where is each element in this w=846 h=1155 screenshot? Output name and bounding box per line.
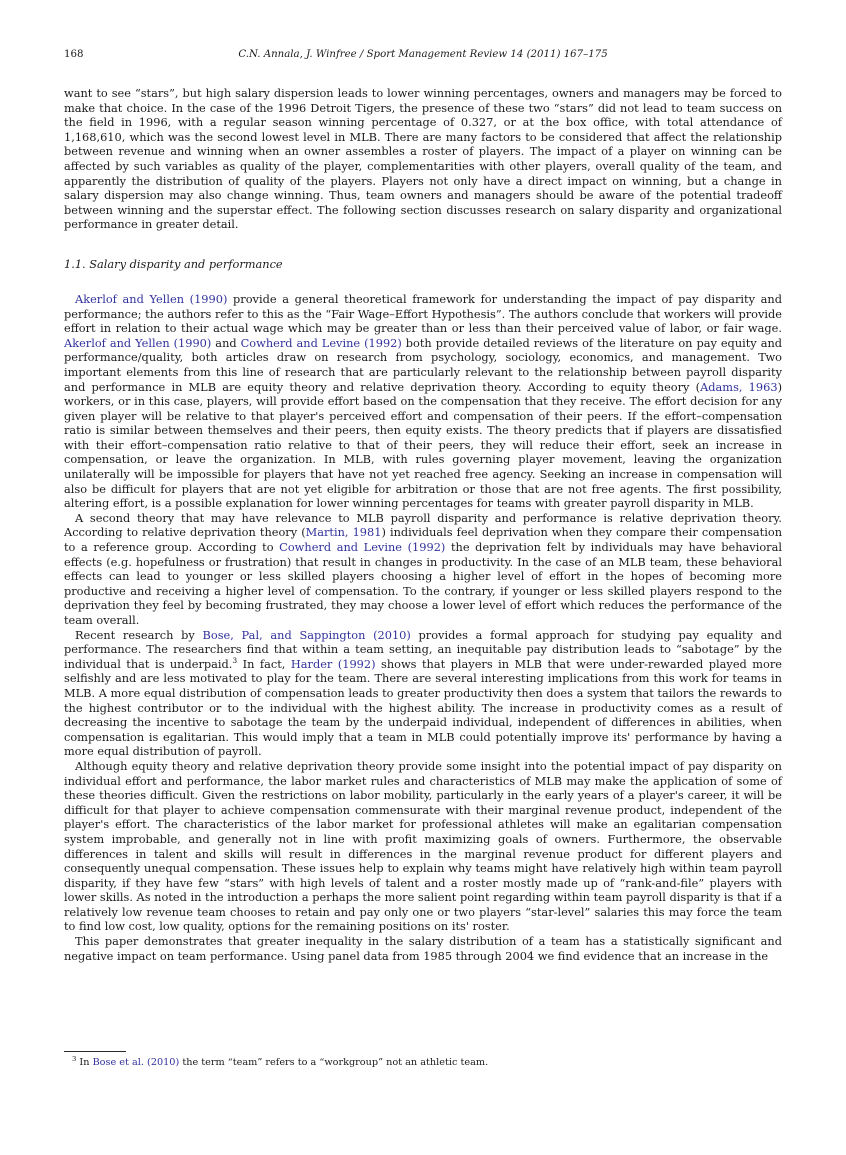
text-run: and [211,335,241,350]
citation-link[interactable]: Akerlof and Yellen (1990) [75,291,228,306]
paragraph [64,292,782,511]
footnote-area [64,1051,782,1070]
footnote-marker[interactable]: 3 [232,656,238,665]
paragraph [64,628,782,759]
page-header [64,49,782,63]
text-run: Recent research by [75,627,203,642]
text-run: Although equity theory and relative deprivation theory provide some insight into the potential impact of pay disparity on individual effort and performance, the labor market rules and characteristics of MLB may make the application of some of these theories difficult. Given the restrictions on labor mobility, particularly in the early years of a player's career, it will be difficult for that player to achieve compensation commensurate with their marginal revenue product, independent of the player's effort. The characteristics of the labor market for professional athletes will make an egalitarian compensation system improbable, and generally not in line with profit maximizing goals of owners. Furthermore, the observable differences in talent and skills will result in differences in the marginal revenue product for different players and consequently unequal compensation. These issues help to explain why teams might have relatively high within team payroll disparity, if they have few “stars” with high levels of talent and a roster mostly made up of “rank-and-file” players with lower skills. As noted in the introduction a perhaps the more salient point regarding within team payroll disparity is that if a relatively low revenue team chooses to retain and pay only one or two players “star-level” salaries this may force the team to find low cost, low quality, options for the remaining positions on its' roster. [64,758,782,934]
footnote-marker[interactable]: 3 [72,1054,77,1063]
footnote-separator [64,1051,126,1052]
citation-link[interactable]: Cowherd and Levine (1992) [240,335,402,350]
citation-link[interactable]: Bose et al. (2010) [92,1057,180,1068]
paragraph [64,86,782,232]
paragraph [64,511,782,628]
text-run: ) individuals feel deprivation when they compare their compensation to a reference group. According to [64,525,782,555]
text-run: both provide detailed reviews of the literature on pay equity and performance/quality, both articles draw on research from psychology, sociology, economics, and management. Two important elements from this line of research that are particularly relevant to the relationship between payroll disparity and performance in MLB are equity theory and relative deprivation theory. According to equity theory ( [64,335,783,394]
page-number: 168 [64,49,84,60]
citation-link[interactable]: Bose, Pal, and Sappington (2010) [202,627,411,642]
text-run: the deprivation felt by individuals may have behavioral effects (e.g. hopefulness or frustration) that result in changes in productivity. In the case of an MLB team, these behavioral effects can lead to younger or less skilled players choosing a higher level of effort in the hopes of becoming more productive and receiving a higher level of compensation. To the contrary, if younger or less skilled players respond to the deprivation they feel by becoming frustrated, they may choose a lower level of effort which reduces the performance of the team overall. [64,540,782,627]
citation-link[interactable]: Harder (1992) [290,656,376,671]
citation-link[interactable]: Akerlof and Yellen (1990) [64,335,212,350]
text-run: want to see “stars”, but high salary dispersion leads to lower winning percentages, owners and managers may be forced to make that choice. In the case of the 1996 Detroit Tigers, the presence of these two “stars” did not lead to team success on the field in 1996, with a regular season winning percentage of 0.327, or at the box office, with total attendance of 1,168,610, which was the second lowest level in MLB. There are many factors to be considered that affect the relationship between revenue and winning when an owner assembles a roster of players. The impact of a player on winning can be affected by such variables as quality of the player, complementarities with other players, overall quality of the team, and apparently the distribution of quality of the players. Players not only have a direct impact on winning, but a change in salary dispersion may also change winning. Thus, team owners and managers should be aware of the potential tradeoff between winning and the superstar effect. The following section discusses research on salary disparity and organizational performance in greater detail. [64,86,782,232]
text-run: the term “team” refers to a “workgroup” not an athletic team. [179,1057,489,1068]
paragraph [64,759,782,934]
text-run: In [76,1057,93,1068]
running-head: C.N. Annala, J. Winfree / Sport Management Review 14 (2011) 167–175 [238,49,608,60]
text-run: provide a general theoretical framework for understanding the impact of pay disparity and performance; the authors refer to this as the “Fair Wage–Effort Hypothesis”. The authors conclude that workers will provide effort in relation to their actual wage which may be greater than or less than their perceived value of labor, or fair wage. [64,291,782,336]
text-run: A second theory that may have relevance to MLB payroll disparity and performance is relative deprivation theory. According to relative deprivation theory ( [64,510,782,540]
paragraph [64,934,782,963]
footnote-3 [64,1054,782,1070]
section-heading: 1.1. Salary disparity and performance [64,256,283,271]
text-run: ) workers, or in this case, players, will provide effort based on the compensation that they receive. The effort decision for any given player will be relative to that player's perceived effort and compensation of their peers. If the effort–compensation ratio is similar between themselves and their peers, then equity exists. The theory predicts that if players are dissatisfied with their effort–compensation ratio relative to that of their peers, they will reduce their effort, seek an increase in compensation, or leave the organization. In MLB, with rules governing player movement, leaving the organization unilaterally will be impossible for players that have not yet reached free agency. Seeking an increase in compensation will also be difficult for players that are not yet eligible for arbitration or those that are not free agents. The first possibility, altering effort, is a possible explanation for lower winning percentages for teams with greater payroll disparity in MLB. [64,379,782,511]
text-run: shows that players in MLB that were under-rewarded played more selfishly and are less motivated to play for the team. There are several interesting implications from this work for teams in MLB. A more equal distribution of compensation leads to greater productivity then does a system that tailors the rewards to the highest contributor or to the individual with the highest ability. The increase in productivity comes as a result of decreasing the incentive to sabotage the team by the underpaid individual, independent of differences in abilities, when compensation is egalitarian. This would imply that a team in MLB could potentially improve its' performance by having a more equal distribution of payroll. [64,656,782,759]
citation-link[interactable]: Cowherd and Levine (1992) [279,540,446,555]
citation-link[interactable]: Adams, 1963 [700,379,778,394]
citation-link[interactable]: Martin, 1981 [305,525,382,540]
text-run: provides a formal approach for studying pay equality and performance. The researchers find that within a team setting, an inequitable pay distribution leads to “sabotage” by the individual that is underpaid. [64,627,782,671]
text-run: This paper demonstrates that greater inequality in the salary distribution of a team has a statistically significant and negative impact on team performance. Using panel data from 1985 through 2004 we find evidence that an increase in the [64,934,782,963]
text-run: In fact, [237,656,291,671]
article-body [64,86,782,963]
